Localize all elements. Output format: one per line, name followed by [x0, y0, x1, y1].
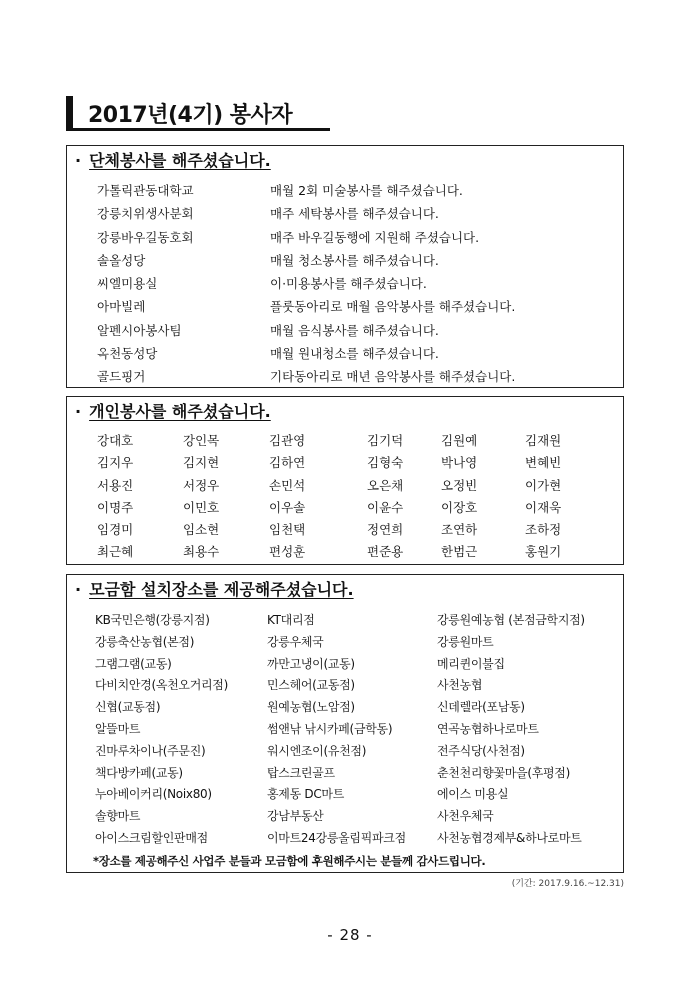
donation-location: 전주식당(사천점)	[437, 743, 525, 758]
donation-location: 누아베이커리(Noix80)	[95, 787, 212, 802]
group-activity: 매주 바우길동행에 지원해 주셨습니다.	[270, 229, 480, 245]
donation-location: 워시엔조이(유천점)	[267, 743, 367, 758]
donation-location: 강남부동산	[267, 809, 324, 824]
period-note: (기간: 2017.9.16.~12.31)	[511, 879, 624, 889]
donation-section-heading: · 모금함 설치장소를 제공해주셨습니다.	[75, 580, 354, 599]
volunteer-name: 김지우	[97, 455, 134, 471]
bullet-icon: ·	[75, 151, 82, 170]
donation-location: 민스헤어(교동점)	[267, 678, 355, 693]
group-name: 씨엘미용실	[97, 276, 158, 292]
donation-location: 에이스 미용실	[437, 787, 509, 802]
volunteer-name: 김관영	[269, 433, 306, 448]
volunteer-name: 김하연	[269, 455, 306, 471]
donation-location: 아이스크림할인판매점	[95, 830, 208, 845]
donation-row	[95, 697, 615, 719]
donation-row	[95, 632, 615, 654]
volunteer-name: 편성훈	[269, 544, 306, 560]
donation-location: 원예농협(노암점)	[267, 700, 355, 715]
volunteer-name: 서정우	[183, 477, 220, 493]
donation-location: 강릉우체국	[267, 634, 324, 649]
group-name: 강릉바우길동호회	[97, 229, 194, 245]
page-number: - 28 -	[327, 926, 373, 944]
donation-location: 사천우체국	[437, 809, 494, 824]
volunteer-name: 홍원기	[525, 544, 562, 560]
volunteer-name: 김원예	[441, 433, 478, 448]
donation-row	[95, 675, 615, 697]
volunteer-name: 김재원	[525, 433, 562, 448]
page-title: 2017년(4기) 봉사자	[88, 103, 293, 128]
donation-location: 그램그램(교동)	[95, 656, 172, 671]
group-activity: 매주 세탁봉사를 해주셨습니다.	[270, 206, 439, 222]
volunteer-name: 이가현	[525, 477, 562, 493]
individual-row	[97, 497, 617, 519]
donation-location: KT대리점	[267, 613, 315, 627]
group-name: 강릉치위생사분회	[97, 206, 194, 222]
individual-volunteer-grid	[97, 430, 617, 564]
donation-location: 춘천천리향꽃마을(후평점)	[437, 765, 570, 780]
volunteer-name: 조연하	[441, 522, 478, 538]
volunteer-name: 강대호	[97, 433, 134, 448]
donation-location: 다비치안경(옥천오거리점)	[95, 678, 228, 693]
donation-location: 솔향마트	[95, 809, 141, 824]
volunteer-name: 이재욱	[525, 499, 562, 515]
donation-location: 신데렐라(포남동)	[437, 700, 525, 715]
volunteer-name: 조하정	[525, 522, 562, 538]
donation-location: 메리퀸이불집	[437, 656, 505, 671]
volunteer-name: 김지현	[183, 455, 220, 471]
title-bar-marker	[66, 96, 73, 130]
donation-location: 강릉축산농협(본점)	[95, 634, 195, 649]
donation-location: 강릉원마트	[437, 634, 494, 649]
volunteer-name: 김형숙	[367, 455, 404, 471]
group-activity: 매월 음식봉사를 해주셨습니다.	[270, 322, 439, 338]
group-activity: 기타동아리로 매년 음악봉사를 해주셨습니다.	[270, 369, 516, 385]
bullet-icon: ·	[75, 402, 82, 421]
volunteer-name: 편준용	[367, 544, 404, 560]
group-activity: 이·미용봉사를 해주셨습니다.	[270, 276, 427, 292]
volunteer-name: 한범근	[441, 544, 478, 560]
volunteer-name: 이명주	[97, 499, 134, 515]
individual-row	[97, 430, 617, 452]
donation-row	[95, 784, 615, 806]
donation-row	[95, 610, 615, 632]
volunteer-name: 이윤수	[367, 499, 404, 515]
donation-location: 홍제동 DC마트	[267, 787, 344, 802]
volunteer-name: 최용수	[183, 544, 220, 560]
individual-row	[97, 452, 617, 474]
group-activity: 매월 원내청소를 해주셨습니다.	[270, 346, 439, 362]
volunteer-name: 김기덕	[367, 433, 404, 448]
volunteer-name: 강인목	[183, 433, 220, 448]
donation-row	[95, 763, 615, 785]
volunteer-name: 임천택	[269, 522, 306, 538]
donation-location-section	[66, 574, 624, 873]
group-volunteer-section	[66, 145, 624, 388]
group-name: 가톨릭관동대학교	[97, 183, 194, 198]
volunteer-name: 임소현	[183, 522, 220, 538]
donation-row	[95, 719, 615, 741]
group-name: 옥천동성당	[97, 346, 158, 362]
group-activity: 매월 청소봉사를 해주셨습니다.	[270, 252, 439, 268]
title-underline	[66, 128, 330, 131]
volunteer-name: 오정빈	[441, 477, 478, 493]
donation-row	[95, 741, 615, 763]
donation-location: 사천농협경제부&하나로마트	[437, 830, 582, 845]
donation-row	[95, 828, 615, 850]
individual-volunteer-section	[66, 396, 624, 565]
donation-location: 책다방카페(교동)	[95, 765, 183, 780]
volunteer-name: 오은채	[367, 477, 404, 493]
individual-row	[97, 541, 617, 563]
volunteer-name: 임경미	[97, 522, 134, 538]
individual-row	[97, 519, 617, 541]
group-activity: 플룻동아리로 매월 음악봉사를 해주셨습니다.	[270, 299, 516, 315]
volunteer-name: 손민석	[269, 477, 306, 493]
donation-location: 사천농협	[437, 678, 483, 693]
donation-location: 진마루차이나(주문진)	[95, 743, 206, 758]
donation-location: 강릉원예농협 (본점금학지점)	[437, 613, 585, 627]
donation-row	[95, 806, 615, 828]
individual-section-heading: · 개인봉사를 해주셨습니다.	[75, 402, 271, 421]
donation-location-grid	[95, 610, 615, 850]
volunteer-name: 이우솔	[269, 499, 306, 515]
volunteer-name: 이민호	[183, 499, 220, 515]
donation-location: 이마트24강릉올림픽파크점	[267, 830, 406, 845]
volunteer-name: 정연희	[367, 522, 404, 538]
volunteer-name: 변혜빈	[525, 455, 562, 471]
donation-location: 알뜰마트	[95, 721, 141, 736]
donation-row	[95, 654, 615, 676]
volunteer-name: 최근혜	[97, 544, 134, 560]
donation-location: 탑스크린골프	[267, 765, 335, 780]
donation-location: 연곡농협하나로마트	[437, 721, 539, 736]
volunteer-name: 서용진	[97, 477, 134, 493]
group-name: 알펜시아봉사팀	[97, 322, 182, 338]
volunteer-name: 박나영	[441, 455, 478, 471]
donation-location: KB국민은행(강릉지점)	[95, 613, 210, 627]
group-name: 아마빌레	[97, 299, 146, 315]
group-name: 솔올성당	[97, 252, 146, 268]
group-name: 골드핑거	[97, 369, 146, 385]
bullet-icon: ·	[75, 580, 82, 599]
group-section-heading: · 단체봉사를 해주셨습니다.	[75, 151, 271, 170]
volunteer-name: 이장호	[441, 499, 478, 515]
thanks-note: *장소를 제공해주신 사업주 분들과 모금함에 후원해주시는 분들께 감사드립니다.	[93, 854, 486, 868]
donation-location: 까만고냉이(교동)	[267, 656, 355, 671]
individual-row	[97, 475, 617, 497]
donation-location: 썸앤낚 낚시카페(금학동)	[267, 721, 393, 736]
donation-location: 신협(교동점)	[95, 700, 161, 715]
group-activity: 매월 2회 미술봉사를 해주셨습니다.	[270, 183, 463, 198]
